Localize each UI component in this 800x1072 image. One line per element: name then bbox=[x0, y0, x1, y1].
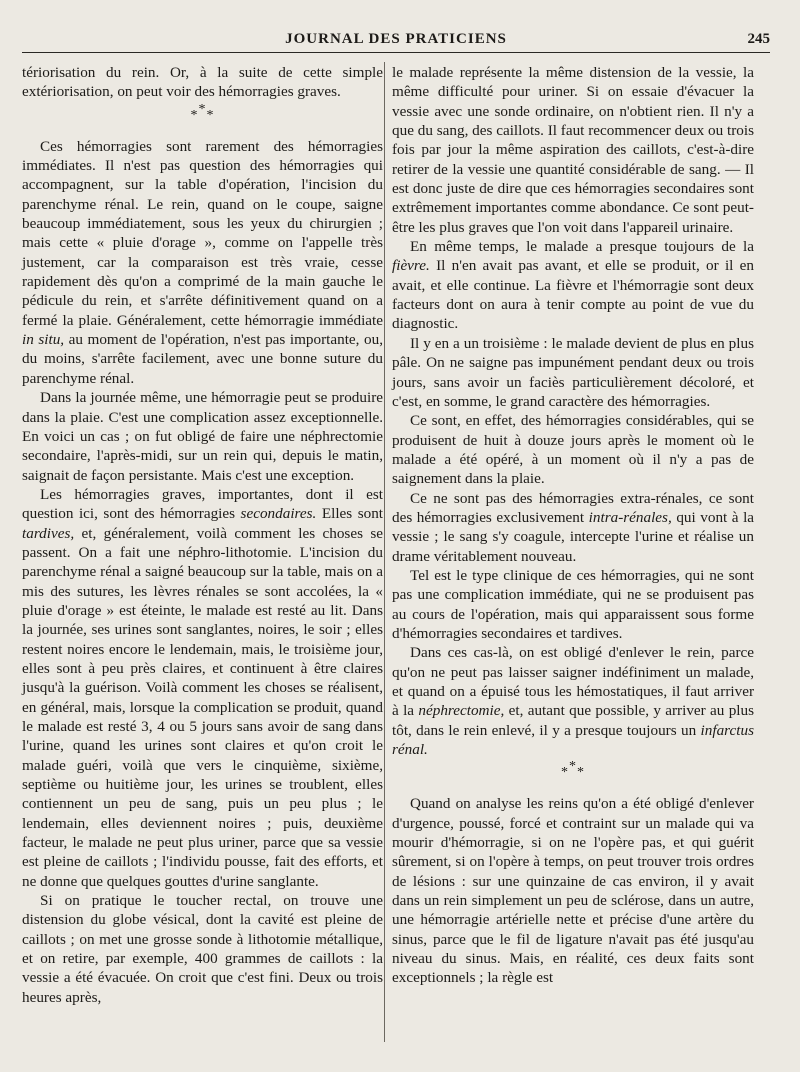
paragraph: tériorisation du rein. Or, à la suite de cette simple extériorisation, on peut voir des hémorragies graves. bbox=[22, 64, 383, 101]
running-title: JOURNAL DES PRATICIENS bbox=[285, 31, 507, 47]
paragraph: Dans la journée même, une hémorragie peut se produire dans la plaie. C'est une complication assez exceptionnelle. En voici un cas ; on fut obligé de faire une néphrectomie secondaire, l'après-midi, sur un rein qui, depuis le matin, saignait de façon persistante. Mais c'est une exception. bbox=[22, 389, 383, 484]
asterism: *** bbox=[190, 101, 215, 123]
paragraph: Il y en a un troisième : le malade devient de plus en plus pâle. On ne saigne pas impunément pendant deux ou trois jours, sans avoir un faciès particulièrement décoloré, et c'est, en somme, le grand caractère des hémorragies. bbox=[392, 334, 754, 410]
page-number: 245 bbox=[747, 31, 770, 47]
paragraph: Ce ne sont pas des hémorragies extra-rénales, ce sont des hémorragies exclusivement intra-rénales, qui vont à la vessie ; le sang s'y coagule, intercepte l'urine et réalise un drame véritablement nouveau. bbox=[392, 489, 755, 565]
paragraph: Dans ces cas-là, on est obligé d'enlever le rein, parce qu'on ne peut pas laisser saigner indéfiniment un malade, et quand on a épuisé tous les hémostatiques, il faut arriver à la néphrectomie, et, autant que possible, y arriver au plus tôt, dans le rein enlevé, il y a presque toujours un infarctus rénal. bbox=[392, 644, 755, 759]
asterism: *** bbox=[561, 759, 585, 781]
page-header bbox=[22, 28, 770, 50]
paragraph: Si on pratique le toucher rectal, on trouve une distension du globe vésical, dont la cavité est pleine de caillots ; on met une grosse sonde à lithotomie métallique, et on retire, par exemple, 400 grammes de caillots : la vessie a été évacuée. On croit que c'est fini. Deux ou trois heures après, bbox=[22, 892, 383, 1006]
paragraph: le malade représente la même distension de la vessie, la même difficulté pour uriner. Si on essaie d'évacuer la vessie avec une sonde ordinaire, on n'obtient rien. Il n'y a que du sang, des caillots. Il faut recommencer deux ou trois fois par jour la même aspiration des caillots, c'est-à-dire retirer de la vessie une quantité considérable de sang. — Il est donc juste de dire que ces hémorragies secondaires sont extrêmement importantes comme abondance. Ce sont peut-être les plus graves que l'on voit dans l'appareil urinaire. bbox=[392, 64, 754, 236]
paragraph: Ces hémorragies sont rarement des hémorragies immédiates. Il n'est pas question des hémorragies qui accompagnent, sur la table d'opération, l'incision du parenchyme rénal. Le rein, quand on le coupe, saigne beaucoup immédiatement, sous les yeux du chirurgien ; mais cette « pluie d'orage », comme on l'appelle très justement, car la comparaison est très vraie, cesse rapidement dès qu'on a comprimé de la main gauche le pédicule du rein, et s'arrête définitivement quand on a fermé la plaie. Généralement, cette hémorragie immédiate in situ, au moment de l'opération, n'est pas importante, ou, du moins, s'arrête facilement, avec une bonne suture du parenchyme rénal. bbox=[22, 137, 383, 387]
paragraph: Ce sont, en effet, des hémorragies considérables, qui se produisent de huit à douze jours après le moment où le malade a été opéré, à un moment où il n'y a pas de saignement dans la plaie. bbox=[392, 412, 754, 488]
right-column bbox=[392, 63, 754, 988]
paragraph: Tel est le type clinique de ces hémorragies, qui ne sont pas une complication immédiate, qui ne se produisent pas au cours de l'opération, mais qui apparaissent sous forme d'hémorragies secondaires et tardives. bbox=[392, 566, 754, 642]
paragraph: Les hémorragies graves, importantes, dont il est question ici, sont des hémorragies secondaires. Elles sont tardives, et, généralement, voilà comment les choses se passent. On a fait une néphro-lithotomie. L'incision du parenchyme rénal a saigné beaucoup sur la table, mais on a mis des sutures, les lèvres rénales se sont accolées, la « pluie d'orage » est éteinte, le malade est resté au lit. Dans la journée, ses urines sont sanglantes, noires, le soir ; elles restent noires encore le lendemain, mais, le troisième jour, elles sont à peu près claires, et continuent à être claires jusqu'à la guérison. Voilà comment les choses se réalisent, en général, mais, lorsque la complication se produit, quand le malade est resté 3, 4 ou 5 jours sans avoir de sang dans l'urine, quand les urines sont claires et qu'on croit le malade guéri, voilà que vers le cinquième, sixième, septième ou huitième jour, les urines se troublent, elles contiennent un peu de sang, puis un peu plus ; le lendemain, elles deviennent noires ; puis, deuxième facteur, le malade ne peut plus uriner, parce que sa vessie est pleine de caillots ; l'individu pousse, fait des efforts, et ne donne que quelques gouttes d'urine sanglante. bbox=[22, 485, 384, 890]
column-divider bbox=[384, 62, 385, 1042]
header-rule bbox=[22, 52, 770, 53]
paragraph: En même temps, le malade a presque toujours de la fièvre. Il n'en avait pas avant, et elle se produit, or il en avait, et elle continue. La fièvre et l'hémorragie sont deux facteurs dont on aura à tenir compte au point de vue du diagnostic. bbox=[392, 238, 754, 333]
paragraph: Quand on analyse les reins qu'on a été obligé d'enlever d'urgence, poussé, forcé et contraint sur un malade qui va mourir d'hémorragie, si on ne l'opère pas, et qui guérit sûrement, si on l'opère à temps, on peut trouver trois ordres de lésions : sur une quinzaine de cas environ, il y avait dans un rein simplement un peu de sclérose, dans un autre, une hémorragie artérielle nette et précise d'une artère du sinus, parce que le fil de ligature n'avait pas été jusqu'au niveau du sinus. Mais, en réalité, ces deux faits sont exceptionnels ; la règle est bbox=[392, 795, 754, 987]
left-column bbox=[22, 63, 383, 1007]
